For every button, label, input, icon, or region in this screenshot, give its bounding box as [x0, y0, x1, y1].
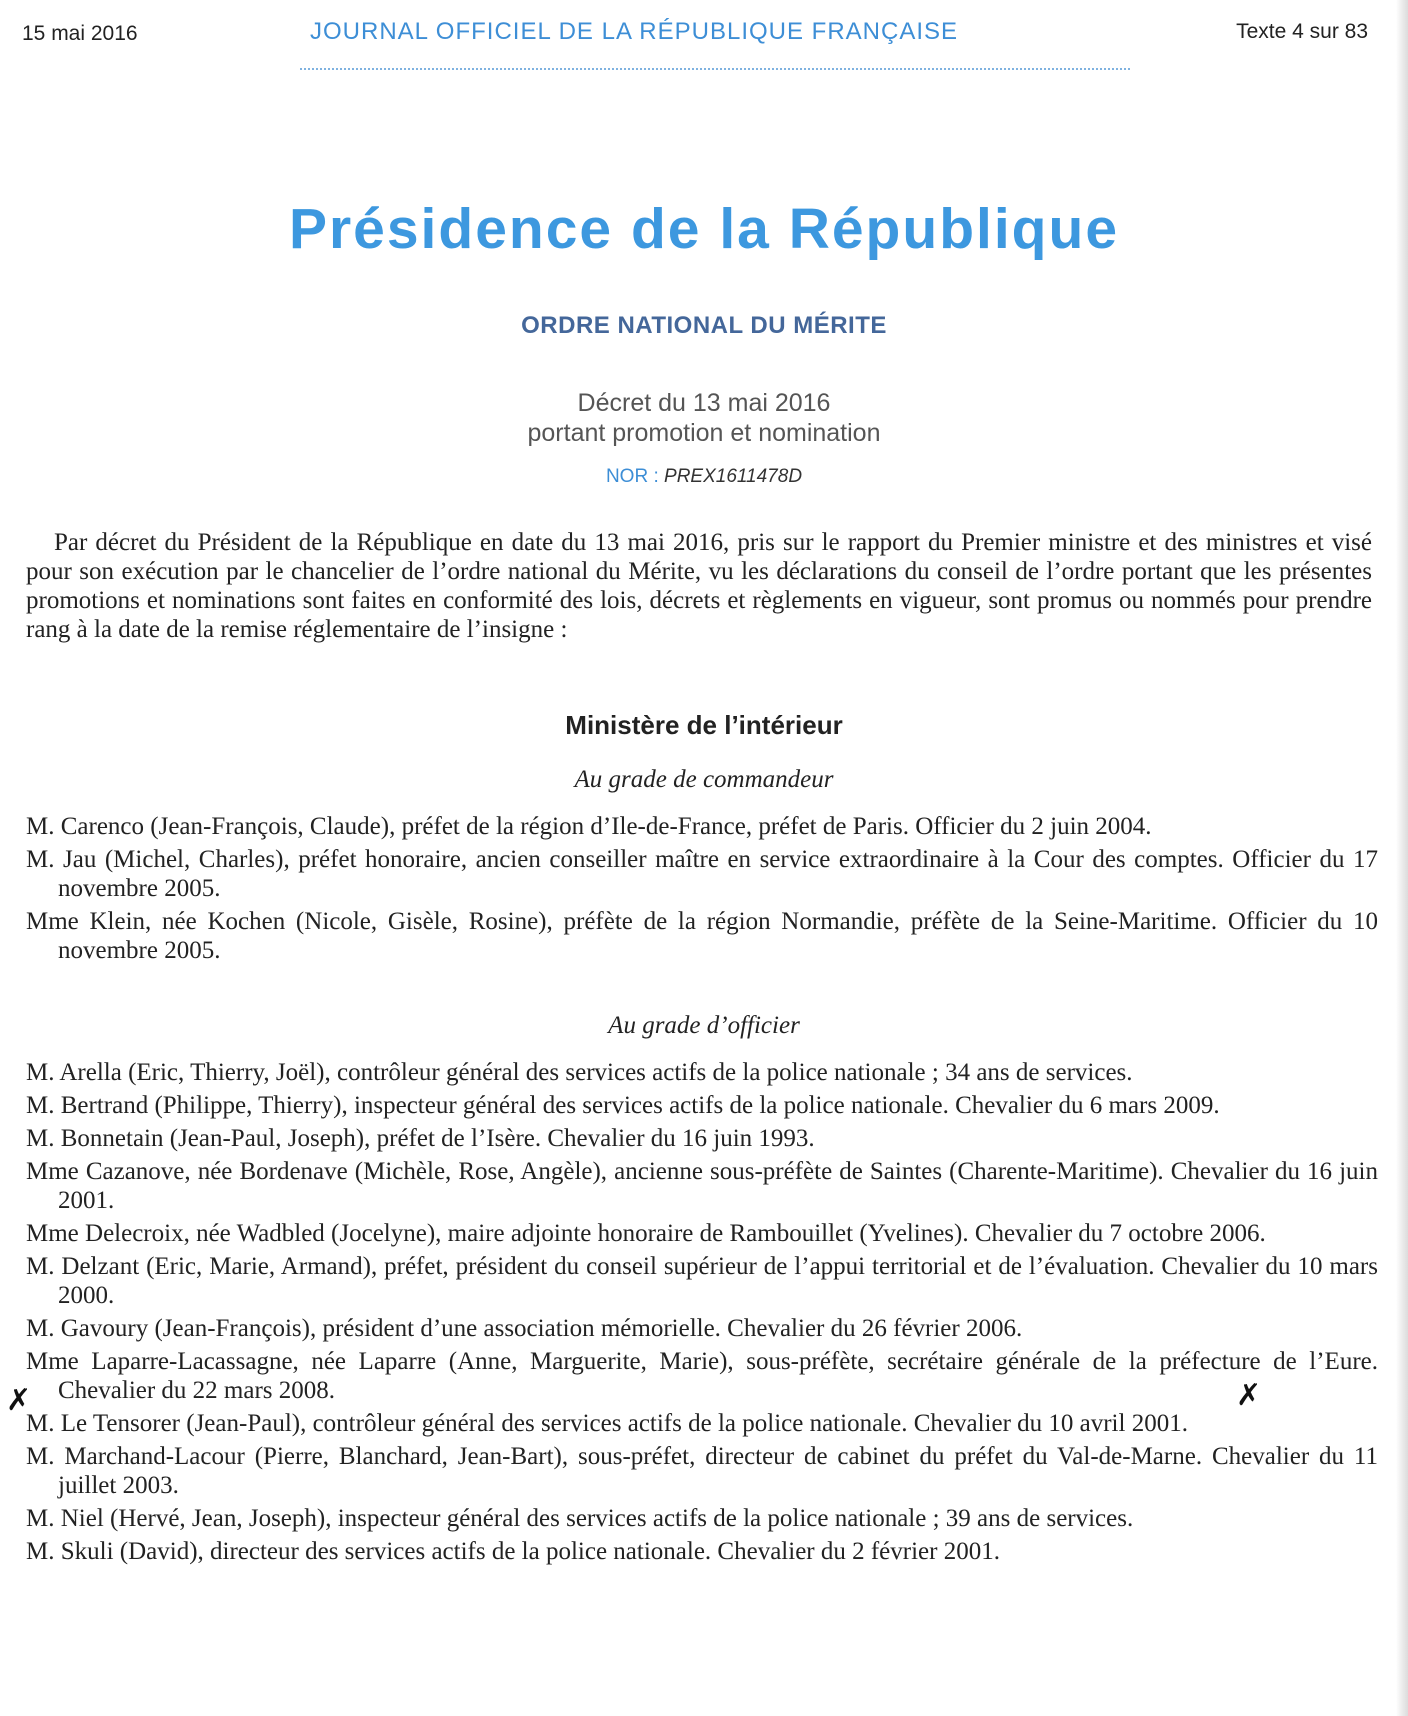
publication-date: 15 mai 2016	[22, 22, 138, 45]
list-item: M. Bonnetain (Jean-Paul, Joseph), préfet de l’Isère. Chevalier du 16 juin 1993.	[26, 1125, 815, 1152]
commandeur-list	[26, 812, 1378, 969]
nor-reference	[0, 466, 1408, 488]
grade-heading-officier: Au grade d’officier	[608, 1012, 800, 1039]
journal-title: JOURNAL OFFICIEL DE LA RÉPUBLIQUE FRANÇAISE	[310, 18, 959, 45]
list-item: M. Gavoury (Jean-François), président d’une association mémorielle. Chevalier du 26 février 2006.	[26, 1315, 1023, 1342]
list-item: M. Skuli (David), directeur des services actifs de la police nationale. Chevalier du 2 février 2001.	[26, 1538, 1000, 1565]
list-item: M. Arella (Eric, Thierry, Joël), contrôleur général des services actifs de la police nationale ; 34 ans de services.	[26, 1059, 1133, 1086]
list-item: M. Delzant (Eric, Marie, Armand), préfet, président du conseil supérieur de l’appui territorial et de l’évaluation. Chevalier du 10 mars 2000.	[26, 1253, 1378, 1309]
list-item: M. Carenco (Jean-François, Claude), préfet de la région d’Ile-de-France, préfet de Paris. Officier du 2 juin 2004.	[26, 813, 1152, 840]
list-item: Mme Laparre-Lacassagne, née Laparre (Anne, Marguerite, Marie), sous-préfète, secrétaire générale de la préfecture de l’Eure. Chevalier du 22 mars 2008.	[26, 1348, 1378, 1404]
list-item: M. Niel (Hervé, Jean, Joseph), inspecteur général des services actifs de la police nationale ; 39 ans de services.	[26, 1505, 1134, 1532]
institution-title: Présidence de la République	[288, 197, 1120, 261]
list-item: M. Marchand-Lacour (Pierre, Blanchard, Jean-Bart), sous-préfet, directeur de cabinet du préfet du Val-de-Marne. Chevalier du 11 juillet 2003.	[26, 1443, 1378, 1499]
decree-title-line1: Décret du 13 mai 2016	[577, 389, 831, 417]
decree-preamble: Par décret du Président de la République en date du 13 mai 2016, pris sur le rapport du Premier ministre et des ministres et visé pour son exécution par le chancelier de l’ordre national du Mérite, vu les déclarations du conseil de l’ordre portant que les présentes promotions et nominations sont faites en conformité des lois, décrets et règlements en vigueur, sont promus ou nommés pour prendre rang à la date de la remise réglementaire de l’insigne :	[26, 529, 1372, 643]
nor-value: PREX1611478D	[664, 466, 803, 487]
officier-list	[26, 1058, 1378, 1570]
ministry-heading: Ministère de l’intérieur	[565, 710, 843, 740]
list-item: Mme Klein, née Kochen (Nicole, Gisèle, Rosine), préfète de la région Normandie, préfète de la Seine-Maritime. Officier du 10 novembre 2005.	[26, 908, 1378, 964]
decree-title	[0, 388, 1408, 448]
list-item: Mme Delecroix, née Wadbled (Jocelyne), maire adjointe honoraire de Rambouillet (Yvelines). Chevalier du 7 octobre 2006.	[26, 1220, 1266, 1247]
list-item: Mme Cazanove, née Bordenave (Michèle, Rose, Angèle), ancienne sous-préfète de Saintes (Charente-Maritime). Chevalier du 16 juin 2001.	[26, 1158, 1378, 1214]
list-item: M. Le Tensorer (Jean-Paul), contrôleur général des services actifs de la police nationale. Chevalier du 10 avril 2001.	[26, 1410, 1188, 1437]
decree-title-line2: portant promotion et nomination	[527, 419, 881, 447]
order-title: ORDRE NATIONAL DU MÉRITE	[521, 312, 887, 339]
nor-label: NOR :	[605, 466, 659, 487]
grade-heading-commandeur: Au grade de commandeur	[574, 766, 834, 793]
list-item: M. Jau (Michel, Charles), préfet honoraire, ancien conseiller maître en service extraordinaire à la Cour des comptes. Officier du 17 novembre 2005.	[26, 846, 1378, 902]
text-number: Texte 4 sur 83	[1236, 20, 1368, 43]
list-item: M. Bertrand (Philippe, Thierry), inspecteur général des services actifs de la police nationale. Chevalier du 6 mars 2009.	[26, 1092, 1220, 1119]
handwritten-cross-mark-icon: ✗	[1236, 1378, 1262, 1413]
journal-header	[0, 18, 1408, 58]
handwritten-cross-mark-icon: ✗	[6, 1383, 32, 1418]
header-rule	[300, 68, 1130, 70]
